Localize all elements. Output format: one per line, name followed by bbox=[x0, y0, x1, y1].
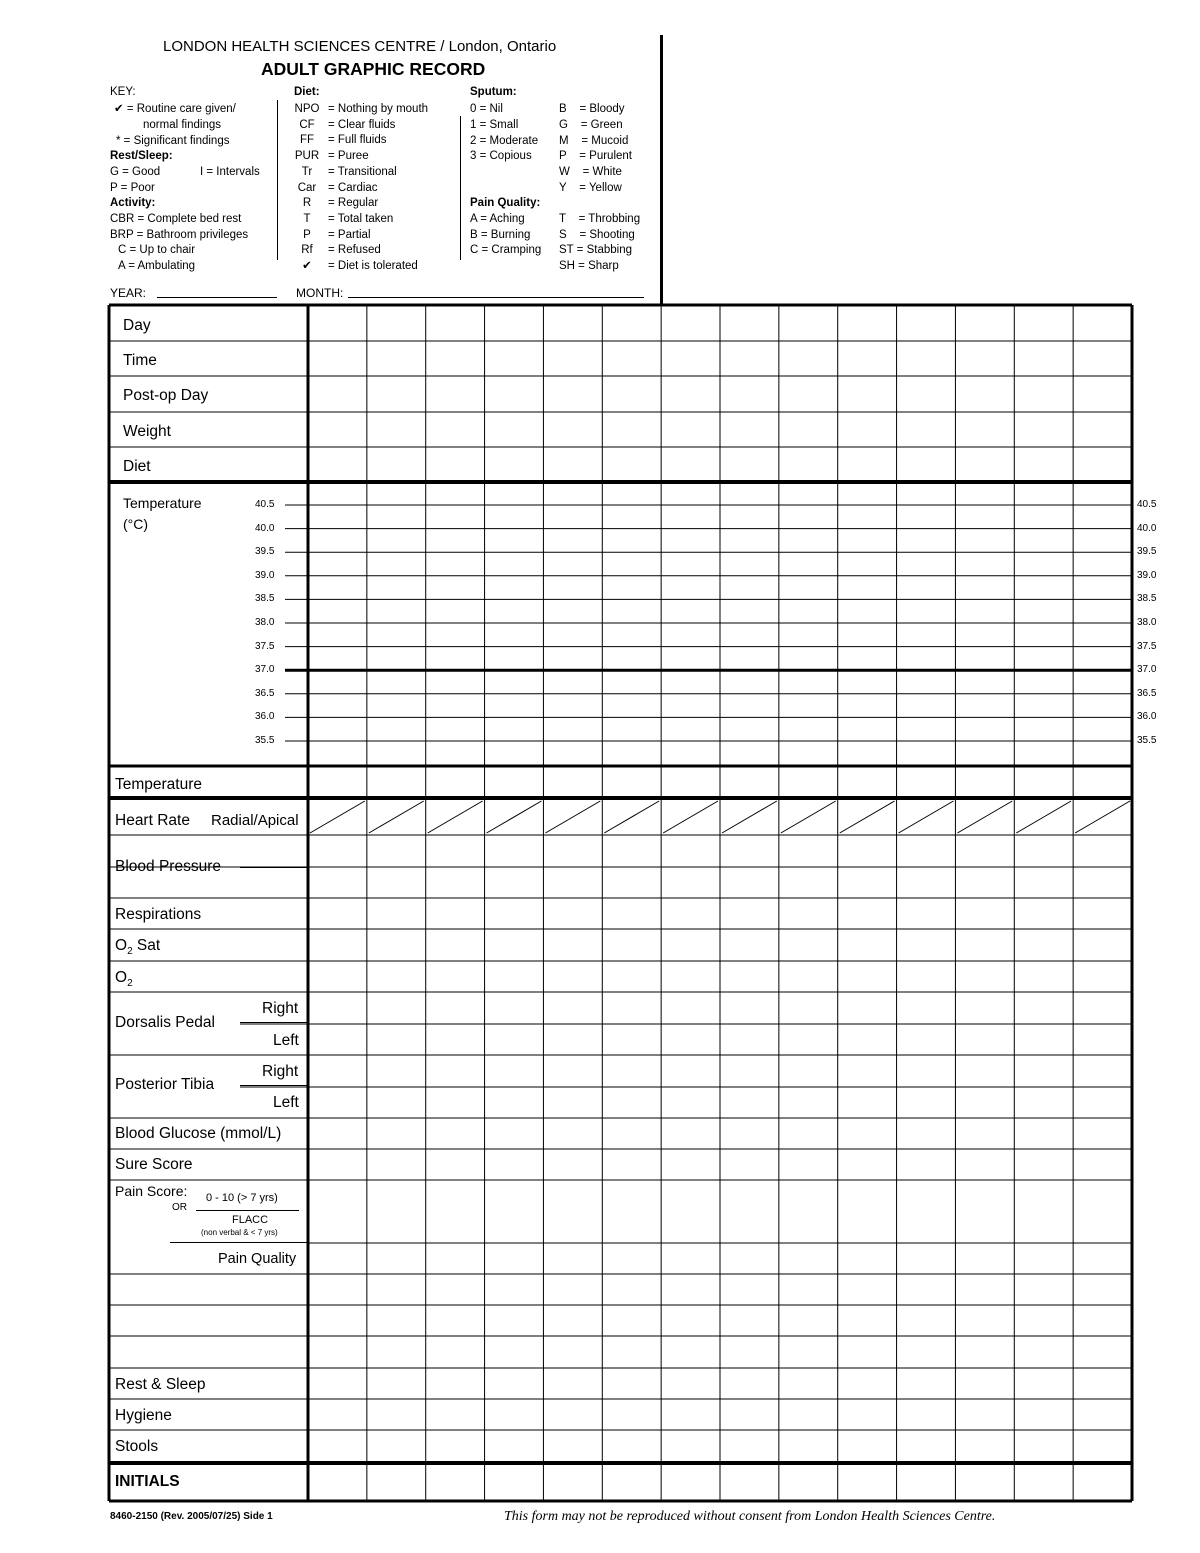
diet-description: = Total taken bbox=[328, 212, 394, 225]
diet-description: = Nothing by mouth bbox=[328, 103, 429, 115]
diet-code: CF bbox=[299, 118, 315, 131]
pain-quality-divider bbox=[170, 1242, 307, 1243]
pain-quality-label: Pain Quality bbox=[218, 1251, 297, 1267]
diet-description: = Diet is tolerated bbox=[328, 260, 418, 272]
row-postop-day: Post-op Day bbox=[123, 387, 209, 404]
sputum-purulent: P = Purulent bbox=[559, 150, 632, 162]
temperature-tick-left: 39.0 bbox=[255, 569, 275, 581]
o2-sat-text: Sat bbox=[132, 937, 161, 954]
heart-rate-diagonal bbox=[604, 801, 659, 833]
pain-aching: A = Aching bbox=[470, 213, 525, 225]
sputum-moderate: 2 = Moderate bbox=[470, 135, 539, 147]
row-blood-pressure: Blood Pressure bbox=[115, 858, 221, 875]
diet-code: Rf bbox=[301, 244, 313, 257]
sputum-white: W = White bbox=[559, 166, 622, 178]
posterior-leader bbox=[240, 1085, 307, 1086]
rest-heading: Rest/Sleep: bbox=[110, 150, 173, 162]
heart-rate-method: Radial/Apical bbox=[211, 812, 299, 829]
diet-code: NPO bbox=[294, 103, 320, 115]
heart-rate-diagonal bbox=[899, 801, 954, 833]
temperature-tick-right: 36.5 bbox=[1137, 687, 1157, 699]
diet-code: R bbox=[302, 197, 312, 210]
diet-description: = Clear fluids bbox=[328, 118, 396, 131]
pain-quality-heading: Pain Quality: bbox=[470, 197, 541, 209]
row-time: Time bbox=[123, 352, 157, 369]
org-name: LONDON HEALTH SCIENCES CENTRE / London, Ontario bbox=[163, 38, 557, 55]
heart-rate-diagonal bbox=[957, 801, 1012, 833]
row-posterior-tibia: Posterior Tibia bbox=[115, 1076, 215, 1093]
row-diet: Diet bbox=[123, 458, 151, 475]
temperature-tick-right: 39.5 bbox=[1137, 546, 1157, 558]
row-dorsalis-pedal: Dorsalis Pedal bbox=[115, 1014, 215, 1031]
row-temperature: Temperature bbox=[115, 776, 203, 793]
blood-pressure-leader bbox=[240, 867, 307, 868]
temperature-tick-left: 36.5 bbox=[255, 687, 275, 699]
o2-sub: 2 bbox=[127, 978, 133, 990]
temperature-tick-left: 36.0 bbox=[255, 711, 275, 723]
rest-good: G = Good bbox=[110, 166, 161, 178]
pain-stabbing: ST = Stabbing bbox=[559, 244, 632, 256]
sputum-bloody: B = Bloody bbox=[559, 103, 625, 115]
month-label: MONTH: bbox=[296, 286, 344, 300]
diet-code: FF bbox=[299, 134, 315, 147]
sputum-mucoid: M = Mucoid bbox=[559, 135, 629, 147]
form-number: 8460-2150 (Rev. 2005/07/25) Side 1 bbox=[110, 1511, 273, 1522]
heart-rate-diagonal bbox=[840, 801, 895, 833]
key-routine: ✔ = Routine care given/ bbox=[114, 103, 236, 115]
row-stools: Stools bbox=[115, 1438, 159, 1455]
row-blood-glucose: Blood Glucose (mmol/L) bbox=[115, 1125, 282, 1142]
activity-cbr: CBR = Complete bed rest bbox=[110, 213, 242, 225]
row-heart-rate: Heart Rate bbox=[115, 812, 190, 829]
pain-throbbing: T = Throbbing bbox=[559, 213, 641, 225]
diet-code: Car bbox=[297, 181, 317, 194]
sputum-yellow: Y = Yellow bbox=[559, 182, 622, 194]
diet-description: = Full fluids bbox=[328, 134, 387, 147]
diet-code: Tr bbox=[301, 165, 313, 178]
heart-rate-diagonal bbox=[428, 801, 483, 833]
dorsalis-leader bbox=[240, 1022, 307, 1023]
temperature-tick-right: 37.0 bbox=[1137, 664, 1157, 676]
row-day: Day bbox=[123, 317, 151, 334]
diet-description: = Cardiac bbox=[328, 181, 378, 194]
posterior-right: Right bbox=[262, 1063, 299, 1080]
diet-description: = Transitional bbox=[328, 165, 397, 178]
heart-rate-diagonal bbox=[369, 801, 424, 833]
heart-rate-diagonal bbox=[1075, 801, 1130, 833]
sputum-nil: 0 = Nil bbox=[470, 103, 503, 115]
diet-code: PUR bbox=[294, 150, 320, 163]
key-heading: KEY: bbox=[110, 86, 136, 98]
diet-description: = Refused bbox=[328, 244, 381, 257]
row-weight: Weight bbox=[123, 423, 171, 440]
pain-flacc: FLACC bbox=[232, 1214, 269, 1226]
activity-heading: Activity: bbox=[110, 197, 156, 209]
activity-chair: C = Up to chair bbox=[118, 244, 196, 256]
pain-sharp: SH = Sharp bbox=[559, 260, 619, 272]
temperature-tick-right: 38.5 bbox=[1137, 593, 1157, 605]
pain-score-or: OR bbox=[172, 1202, 187, 1213]
row-rest-sleep: Rest & Sleep bbox=[115, 1376, 206, 1393]
diet-description: = Regular bbox=[328, 197, 379, 210]
temperature-tick-right: 35.5 bbox=[1137, 735, 1157, 746]
temperature-chart-label: Temperature bbox=[123, 495, 202, 511]
pain-score-range: 0 - 10 (> 7 yrs) bbox=[206, 1192, 278, 1204]
temperature-tick-right: 40.0 bbox=[1137, 522, 1157, 534]
diet-description: = Puree bbox=[328, 150, 369, 163]
activity-brp: BRP = Bathroom privileges bbox=[110, 229, 249, 241]
diet-code: T bbox=[303, 212, 311, 225]
activity-ambulating: A = Ambulating bbox=[118, 260, 196, 272]
year-label: YEAR: bbox=[110, 286, 147, 300]
dorsalis-right: Right bbox=[262, 1000, 299, 1017]
row-respirations: Respirations bbox=[115, 906, 202, 923]
rest-poor: P = Poor bbox=[110, 182, 155, 194]
temperature-tick-right: 36.0 bbox=[1137, 711, 1157, 723]
key-significant: * = Significant findings bbox=[116, 135, 230, 147]
sputum-heading: Sputum: bbox=[470, 86, 517, 98]
dorsalis-left: Left bbox=[273, 1032, 299, 1049]
temperature-tick-left: 37.5 bbox=[255, 640, 275, 652]
key-routine-2: normal findings bbox=[143, 119, 221, 131]
diet-heading: Diet: bbox=[294, 86, 320, 98]
row-sure-score: Sure Score bbox=[115, 1156, 193, 1173]
temperature-chart-unit: (°C) bbox=[123, 516, 149, 532]
row-o2 bbox=[115, 970, 133, 989]
diet-code: ✔ bbox=[302, 260, 312, 272]
heart-rate-diagonal bbox=[722, 801, 777, 833]
posterior-left: Left bbox=[273, 1094, 299, 1111]
temperature-tick-left: 39.5 bbox=[255, 546, 275, 558]
pain-flacc-sub: (non verbal & < 7 yrs) bbox=[201, 1228, 278, 1237]
pain-shooting: S = Shooting bbox=[559, 229, 635, 241]
heart-rate-diagonal bbox=[487, 801, 542, 833]
sputum-copious: 3 = Copious bbox=[470, 150, 532, 162]
sputum-green: G = Green bbox=[559, 119, 623, 131]
pain-score-divider bbox=[196, 1210, 299, 1211]
pain-cramping: C = Cramping bbox=[470, 244, 542, 256]
heart-rate-diagonal bbox=[1016, 801, 1071, 833]
pain-score-label: Pain Score: bbox=[115, 1183, 188, 1199]
o2-sat-sub: 2 bbox=[127, 946, 133, 958]
temperature-tick-right: 38.0 bbox=[1137, 617, 1157, 628]
temperature-tick-left: 37.0 bbox=[255, 664, 275, 676]
diet-description: = Partial bbox=[328, 228, 371, 241]
heart-rate-diagonal bbox=[545, 801, 600, 833]
temperature-tick-left: 38.0 bbox=[255, 617, 275, 628]
heart-rate-diagonal bbox=[781, 801, 836, 833]
o2-o: O bbox=[115, 969, 128, 986]
diet-code: P bbox=[303, 228, 311, 241]
reproduction-notice: This form may not be reproduced without consent from London Health Sciences Centre. bbox=[504, 1509, 996, 1524]
row-hygiene: Hygiene bbox=[115, 1407, 172, 1424]
rest-intervals: I = Intervals bbox=[200, 166, 260, 178]
temperature-tick-left: 40.5 bbox=[255, 499, 275, 510]
pain-burning: B = Burning bbox=[470, 229, 531, 241]
heart-rate-diagonal bbox=[310, 801, 365, 833]
row-initials: INITIALS bbox=[115, 1473, 180, 1490]
temperature-tick-left: 40.0 bbox=[255, 522, 275, 534]
temperature-tick-right: 39.0 bbox=[1137, 569, 1157, 581]
sputum-small: 1 = Small bbox=[470, 119, 519, 131]
temperature-tick-left: 35.5 bbox=[255, 735, 275, 746]
heart-rate-diagonal bbox=[663, 801, 718, 833]
form-title: ADULT GRAPHIC RECORD bbox=[261, 59, 486, 79]
temperature-tick-right: 40.5 bbox=[1137, 499, 1157, 510]
temperature-tick-left: 38.5 bbox=[255, 593, 275, 605]
o2-sat-o: O bbox=[115, 937, 128, 954]
temperature-tick-right: 37.5 bbox=[1137, 640, 1157, 652]
row-o2-sat bbox=[115, 938, 160, 957]
